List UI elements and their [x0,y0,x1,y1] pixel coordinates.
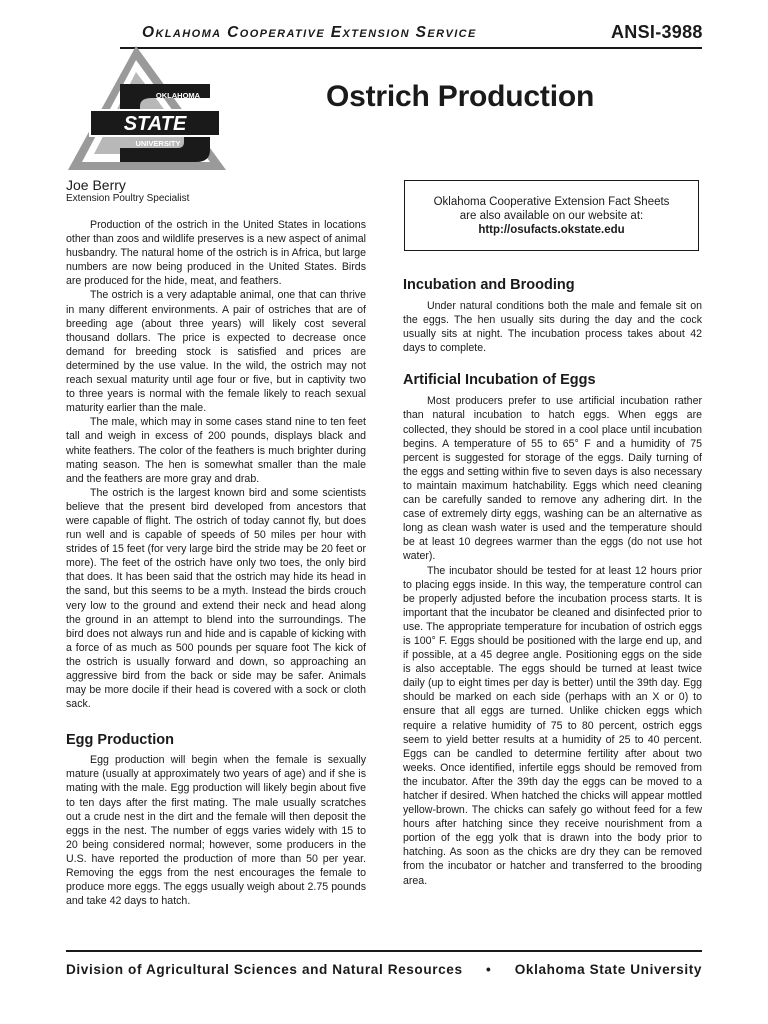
body-paragraph: Under natural conditions both the male and female sit on the eggs. The hen usually sits during the day and the cock usually sits at night. The incubation process takes about 42 days to complete. [403,300,702,355]
footer [66,962,702,977]
left-column [66,218,366,908]
body-paragraph: Most producers prefer to use artificial incubation rather than natural incubation to hatch eggs. When eggs are collected, they should be stored in a cool place until incubation begins. A temperature of 55 to 65° F and a humidity of 75 percent is suggested for storage of the eggs. Daily turning of the eggs and setting within five to seven days is also necessary to maintain maximum hatchability. Eggs which need cleaning can be carefully sanded to remove any adhering dirt. In the case of extremely dirty eggs, washing can be an alternative as long as clean wash water is used and the temperature should be at least 10 degrees warmer than the eggs (do not use hot water). [403,395,702,563]
author-role: Extension Poultry Specialist [66,193,190,204]
logo-text-bottom: UNIVERSITY [135,139,181,148]
osu-logo [60,46,230,174]
fact-box-url-link[interactable]: http://osufacts.okstate.edu [478,224,625,236]
body-paragraph: The incubator should be tested for at least 12 hours prior to placing eggs inside. In this way, the temperature control can be properly adjusted before the incubation process starts. It is important that the incubator be cleaned and disinfected prior to use. The appropriate temperature for incubation of ostrich eggs is 100° F. Eggs should be positioned with the large end up, and if possible, at a 45 degree angle. Positioning eggs on the side is also acceptable. The eggs should be turned at least twice daily (up to eight times per day is better) until the 39th day. Egg should be marked on each side (perhaps with an X or 0) to ensure that all eggs are turned. Unlike chicken eggs which require a relative humidity of 75 to 80 percent, ostrich eggs seem to yield better results at a humidity of 25 to 40 percent. Eggs can be candled to determine fertility after about two weeks. Once identified, infertile eggs should be removed from the incubator. After the 39th day the eggs can be moved to a hatcher if desired. When hatched the chicks will appear mottled yellow-brown. The chicks can safely go without feed for a few hours after hatching since they receive nourishment from a portion of the egg yolk that is drawn into the body prior to hatching. As soon as the chicks are dry they can be removed from the incubator or hatcher and transferred to the brooding area. [403,564,702,887]
fact-sheet-code: ANSI-3988 [611,22,703,42]
page-title: Ostrich Production [326,80,595,113]
right-column [403,276,702,888]
fact-sheet-box [404,180,699,251]
fact-box-line-1: Oklahoma Cooperative Extension Fact Sheets [433,196,670,208]
body-paragraph: Production of the ostrich in the United States in locations other than zoos and wildlife preserves is a new aspect of animal husbandry. The natural home of the ostrich is in Africa, but large numbers are now being produced in the United States. Birds are produced for the hide, meat, and feathers. [66,219,366,288]
body-paragraph: The ostrich is a very adaptable animal, one that can thrive in many different environments. A pair of ostriches that are of breeding age (about three years) will likely cost several thousand dollars. The price is expected to decrease once demand for breeding stock is satisfied and prices are determined by the use value. In the wild, the ostrich may not reach sexual maturity until age four or five, but in captivity two to three years is normal with the female likely to reach sexual maturity earlier than the male. [66,289,366,415]
logo-text-top: OKLAHOMA [155,91,201,100]
footer-division: Division of Agricultural Sciences and Natural Resources [66,962,463,977]
author-name: Joe Berry [66,177,126,193]
body-paragraph: The male, which may in some cases stand nine to ten feet tall and weigh in excess of 200 pounds, displays black and white feathers. The color of the feathers is much brighter during mating season. The hen is somewhat smaller than the male and the feathers are more gray and drab. [66,416,366,485]
section-heading-incubation: Incubation and Brooding [403,277,575,293]
footer-bullet: • [486,962,492,977]
logo-text-main: STATE [123,113,187,135]
footer-university: Oklahoma State University [514,962,702,977]
body-paragraph: The ostrich is the largest known bird and some scientists believe that the present bird developed from ancestors that were capable of flight. The ostrich of today cannot fly, but does run well and is capable of speeds of 50 miles per hour with strides of 15 feet (for very large bird the stride may be 20 feet or more). The feet of the ostrich have only two toes, the only bird that does. It has been said that the ostrich may hide its head in the sand, but this seems to be a myth. Instead the birds crouch very low to the ground and extend their neck and head along the ground in an attempt to blend into the surroundings. The bird does not always run and hide and is capable of kicking with a force of as much as 500 pounds per square foot The kick of the ostrich is usually forward and down, so approaching an aggressive bird from the back or side may be safer. Animals may be more docile if their head is covered with a sock or cloth sack. [66,486,366,711]
section-heading-egg-production: Egg Production [66,732,174,749]
section-heading-artificial-incubation: Artificial Incubation of Eggs [403,372,596,389]
series-title: Oklahoma Cooperative Extension Service [142,24,477,41]
fact-box-line-2: are also available on our website at: [459,210,644,222]
body-paragraph: Egg production will begin when the female is sexually mature (usually at approximately two years of age) and if she is mating with the male. Egg production will likely begin about five to ten days after the first mating. The male usually scratches out a crude nest in the dirt and the female will then deposit the eggs in the nest. The number of eggs varies widely with 15 to 20 being considered normal; however, some producers in the U.S. have reported the production of more than 50 per year. Removing the eggs from the nest encourages the female to produce more eggs. The eggs usually weigh about 2.75 pounds and take 42 days to hatch. [66,754,366,908]
footer-rule [66,950,702,952]
